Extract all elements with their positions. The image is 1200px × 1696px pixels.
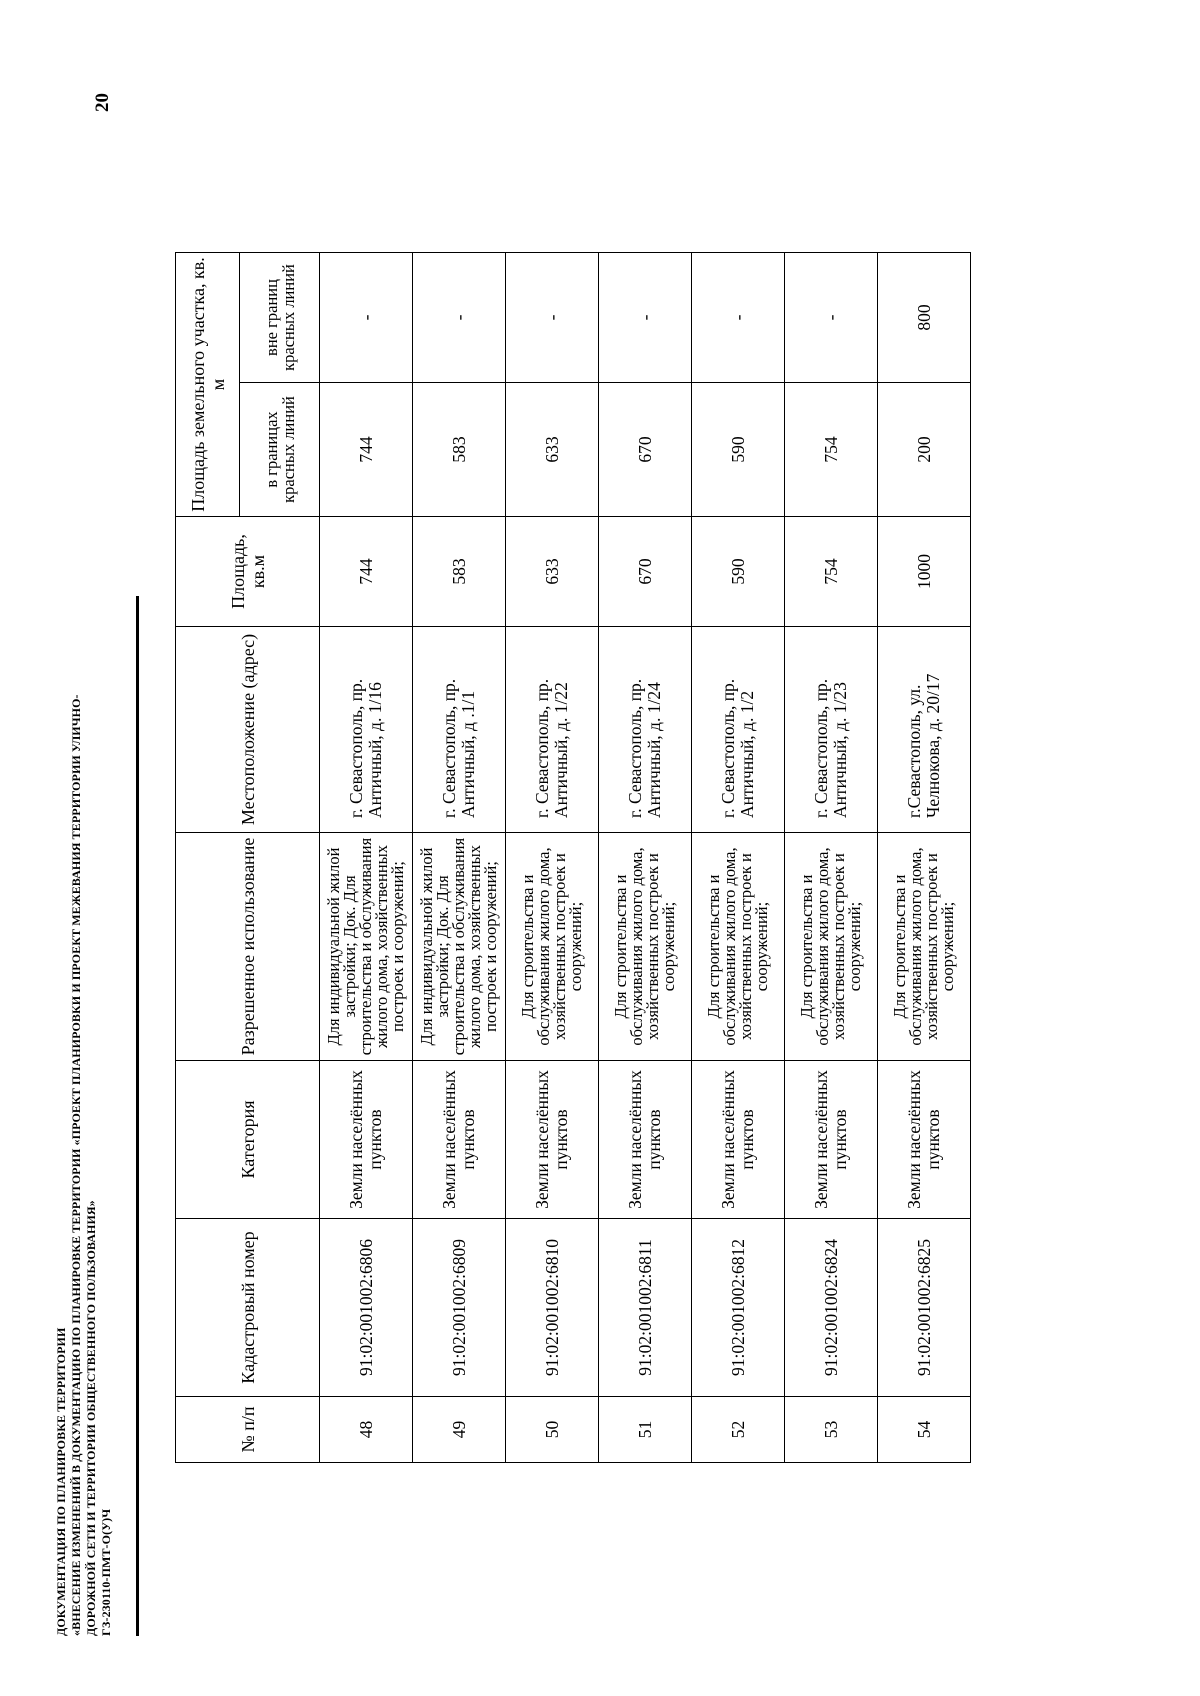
header-use: Разрешенное использование xyxy=(176,833,320,1061)
cell-area: 754 xyxy=(785,517,878,627)
cell-outside-red-lines: - xyxy=(599,253,692,383)
cell-num: 53 xyxy=(785,1397,878,1463)
cell-category: Земли населённых пунктов xyxy=(599,1061,692,1219)
cell-cadastral: 91:02:001002:6811 xyxy=(599,1219,692,1397)
header-line: ДОКУМЕНТАЦИЯ ПО ПЛАНИРОВКЕ ТЕРРИТОРИИ xyxy=(54,1327,68,1636)
cell-area: 1000 xyxy=(878,517,971,627)
table-row xyxy=(878,253,971,1463)
cell-use: Для строительства и обслуживания жилого дома, хозяйственных построек и сооружений; xyxy=(878,833,971,1061)
document-header xyxy=(54,636,114,1636)
cell-outside-red-lines: - xyxy=(785,253,878,383)
cell-outside-red-lines: - xyxy=(692,253,785,383)
header-line: ДОРОЖНОЙ СЕТИ И ТЕРРИТОРИИ ОБЩЕСТВЕННОГО ПОЛЬЗОВАНИЯ» xyxy=(84,1200,98,1636)
cell-outside-red-lines: 800 xyxy=(878,253,971,383)
page-number: 20 xyxy=(92,93,113,112)
cell-use: Для строительства и обслуживания жилого дома, хозяйственных построек и сооружений; xyxy=(599,833,692,1061)
cell-num: 48 xyxy=(320,1397,413,1463)
cell-location: г. Севастополь, пр. Античный, д. 1/22 xyxy=(506,627,599,833)
cell-category: Земли населённых пунктов xyxy=(413,1061,506,1219)
header-category: Категория xyxy=(176,1061,320,1219)
cell-use: Для индивидуальной жилой застройки; Док. Для строительства и обслуживания жилого дома, хозяйственных построек и сооружений; xyxy=(413,833,506,1061)
cell-num: 49 xyxy=(413,1397,506,1463)
table-body xyxy=(320,253,971,1463)
header-cadastral: Кадастровый номер xyxy=(176,1219,320,1397)
table-row xyxy=(506,253,599,1463)
cell-within-red-lines: 200 xyxy=(878,383,971,517)
cell-cadastral: 91:02:001002:6810 xyxy=(506,1219,599,1397)
cell-location: г.Севастополь, ул. Челнокова, д. 20/17 xyxy=(878,627,971,833)
cell-use: Для строительства и обслуживания жилого дома, хозяйственных построек и сооружений; xyxy=(785,833,878,1061)
header-location: Местоположение (адрес) xyxy=(176,627,320,833)
cell-location: г. Севастополь, пр. Античный, д. 1/24 xyxy=(599,627,692,833)
cell-use: Для строительства и обслуживания жилого дома, хозяйственных построек и сооружений; xyxy=(692,833,785,1061)
cell-outside-red-lines: - xyxy=(413,253,506,383)
cell-use: Для индивидуальной жилой застройки; Док. Для строительства и обслуживания жилого дома, хозяйственных построек и сооружений; xyxy=(320,833,413,1061)
cell-num: 54 xyxy=(878,1397,971,1463)
cell-location: г. Севастополь, пр. Античный, д. 1/23 xyxy=(785,627,878,833)
cell-category: Земли населённых пунктов xyxy=(785,1061,878,1219)
header-num: № п/п xyxy=(176,1397,320,1463)
cell-category: Земли населённых пунктов xyxy=(692,1061,785,1219)
table-row xyxy=(692,253,785,1463)
cell-category: Земли населённых пунктов xyxy=(506,1061,599,1219)
cell-category: Земли населённых пунктов xyxy=(320,1061,413,1219)
cell-location: г. Севастополь, пр. Античный, д .1/1 xyxy=(413,627,506,833)
cell-area: 590 xyxy=(692,517,785,627)
cell-outside-red-lines: - xyxy=(506,253,599,383)
cell-within-red-lines: 583 xyxy=(413,383,506,517)
cell-area: 633 xyxy=(506,517,599,627)
cell-num: 50 xyxy=(506,1397,599,1463)
header-plot-area: Площадь земельного участка, кв. м xyxy=(176,253,240,517)
cell-area: 670 xyxy=(599,517,692,627)
table-row xyxy=(320,253,413,1463)
cell-within-red-lines: 590 xyxy=(692,383,785,517)
cell-within-red-lines: 744 xyxy=(320,383,413,517)
header-outside-red-lines: вне границ красных линий xyxy=(240,253,320,383)
header-area: Площадь, кв.м xyxy=(176,517,320,627)
cell-category: Земли населённых пунктов xyxy=(878,1061,971,1219)
header-line: ГЗ-230110-ПМТ-О(У)Ч xyxy=(99,1508,113,1636)
cell-area: 583 xyxy=(413,517,506,627)
land-plots-table xyxy=(175,252,971,1463)
cell-location: г. Севастополь, пр. Античный, д. 1/16 xyxy=(320,627,413,833)
table-row xyxy=(599,253,692,1463)
header-within-red-lines: в границах красных линий xyxy=(240,383,320,517)
cell-cadastral: 91:02:001002:6809 xyxy=(413,1219,506,1397)
cell-cadastral: 91:02:001002:6824 xyxy=(785,1219,878,1397)
cell-cadastral: 91:02:001002:6825 xyxy=(878,1219,971,1397)
cell-within-red-lines: 633 xyxy=(506,383,599,517)
header-line: «ВНЕСЕНИЕ ИЗМЕНЕНИЙ В ДОКУМЕНТАЦИЮ ПО ПЛАНИРОВКЕ ТЕРРИТОРИИ «ПРОЕКТ ПЛАНИРОВКИ И ПРОЕКТ МЕЖЕВАНИЯ ТЕРРИТОРИИ УЛИЧНО- xyxy=(69,694,83,1636)
cell-cadastral: 91:02:001002:6806 xyxy=(320,1219,413,1397)
cell-area: 744 xyxy=(320,517,413,627)
cell-within-red-lines: 754 xyxy=(785,383,878,517)
cell-num: 52 xyxy=(692,1397,785,1463)
table-row xyxy=(785,253,878,1463)
table-row xyxy=(413,253,506,1463)
cell-location: г. Севастополь, пр. Античный, д. 1/2 xyxy=(692,627,785,833)
cell-use: Для строительства и обслуживания жилого дома, хозяйственных построек и сооружений; xyxy=(506,833,599,1061)
cell-within-red-lines: 670 xyxy=(599,383,692,517)
header-divider xyxy=(136,596,139,1636)
cell-cadastral: 91:02:001002:6812 xyxy=(692,1219,785,1397)
cell-num: 51 xyxy=(599,1397,692,1463)
cell-outside-red-lines: - xyxy=(320,253,413,383)
